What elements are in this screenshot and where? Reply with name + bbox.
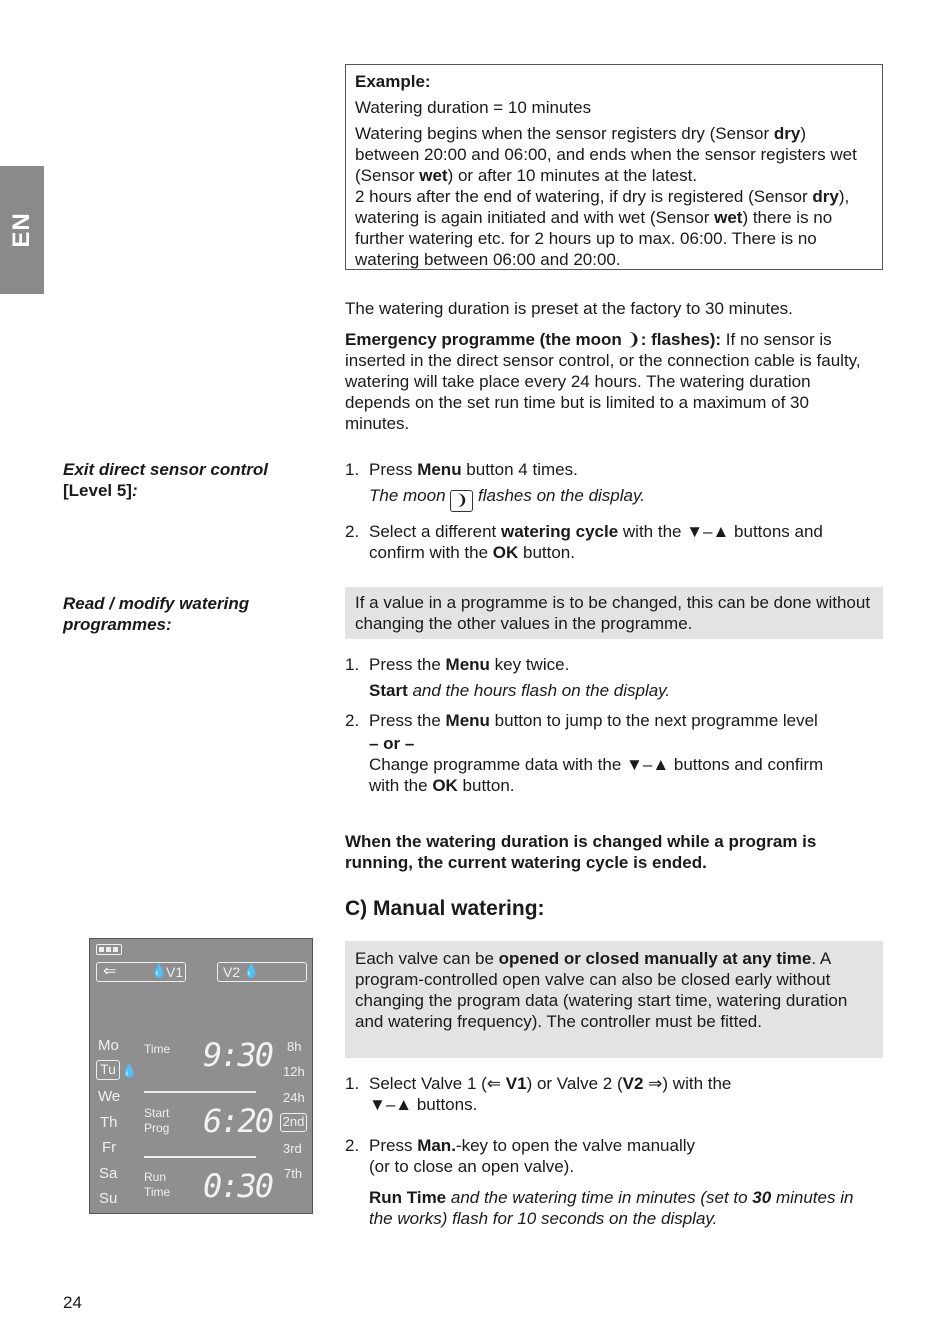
time-label: Time bbox=[144, 1042, 171, 1056]
read-step-1: 1. Press the Menu key twice. Start and the hours flash on the display. bbox=[345, 655, 671, 700]
duration-change-warning: When the watering duration is changed while a program is running, the current watering cycle is ended. bbox=[345, 832, 817, 872]
example-box bbox=[345, 64, 883, 270]
battery-icon bbox=[96, 944, 122, 955]
manual-step-1: 1. Select Valve 1 (⇐ V1) or Valve 2 (V2 ⇒) with the ▼–▲ buttons. bbox=[345, 1074, 732, 1114]
run-time-label: Time bbox=[144, 1185, 171, 1199]
interval-12h: 12h bbox=[283, 1064, 305, 1079]
interval-3rd: 3rd bbox=[283, 1141, 302, 1156]
interval-2nd: 2nd bbox=[280, 1113, 307, 1132]
drop-icon: 💧 bbox=[121, 1063, 138, 1078]
example-paragraph-1: Watering begins when the sensor registers dry (Sensor dry) between 20:00 and 06:00, and ends when the sensor registers wet (Sensor wet) or after 10 minutes at the latest. bbox=[355, 124, 857, 185]
day-we: We bbox=[98, 1088, 121, 1105]
day-su: Su bbox=[99, 1190, 118, 1207]
day-fr: Fr bbox=[102, 1139, 117, 1156]
manual-note-text: Each valve can be opened or closed manually at any time. A program-controlled open valve can also be closed early without changing the program data (watering start time, watering duration and watering frequency). The controller must be fitted. bbox=[355, 949, 848, 1031]
start-value: 6:20 bbox=[203, 1102, 273, 1140]
run-label: Run bbox=[144, 1170, 167, 1184]
manual-watering-heading: C) Manual watering: bbox=[345, 897, 545, 920]
preset-text: The watering duration is preset at the factory to 30 minutes. bbox=[345, 299, 793, 318]
valve-1-indicator bbox=[96, 962, 186, 982]
interval-8h: 8h bbox=[287, 1039, 302, 1054]
divider bbox=[144, 1156, 256, 1158]
day-mo: Mo bbox=[98, 1037, 119, 1054]
right-arrow-icon: ⇒ bbox=[643, 1074, 663, 1093]
valve-2-indicator bbox=[217, 962, 307, 982]
time-value: 9:30 bbox=[203, 1036, 273, 1074]
read-section-heading: Read / modify watering programmes: bbox=[63, 594, 250, 634]
example-duration: Watering duration = 10 minutes bbox=[355, 98, 592, 117]
exit-step-1: 1. Press Menu button 4 times. The moon ❩ flashes on the display. bbox=[345, 459, 875, 512]
lcd-display bbox=[89, 938, 313, 1214]
read-note-text: If a value in a programme is to be changed, this can be done without changing the other values in the programme. bbox=[355, 593, 871, 633]
drop-icon: 💧 bbox=[243, 963, 260, 978]
manual-note-box bbox=[345, 941, 883, 1058]
example-paragraph-2: 2 hours after the end of watering, if dry is registered (Sensor dry), watering is again initiated and with wet (Sensor wet) there is no further watering etc. for 2 hours up to max. 06:00. There is no watering between 06:00 and 20:00. bbox=[355, 187, 850, 269]
exit-section-heading: Exit direct sensor control [Level 5]: bbox=[63, 460, 268, 500]
left-arrow-icon: ⇐ bbox=[103, 963, 117, 980]
read-note-box bbox=[345, 587, 883, 639]
drop-icon: 💧 bbox=[151, 963, 168, 978]
interval-7th: 7th bbox=[284, 1166, 303, 1181]
day-sa: Sa bbox=[99, 1165, 118, 1182]
divider bbox=[144, 1091, 256, 1093]
prog-label: Prog bbox=[144, 1121, 170, 1135]
read-steps bbox=[345, 654, 875, 796]
moon-icon: ❩ bbox=[450, 490, 473, 512]
valve-1-label: V1 bbox=[166, 964, 184, 980]
emergency-paragraph: Emergency programme (the moon ❩: flashes): If no sensor is inserted in the direct sensor control, or the connection cable is faulty, watering will take place every 24 hours. The watering duration depends on the set run time but is limited to a maximum of 30 minutes. bbox=[345, 330, 861, 433]
moon-icon: ❩ bbox=[626, 330, 641, 349]
interval-24h: 24h bbox=[283, 1090, 305, 1105]
example-heading: Example: bbox=[355, 72, 431, 91]
page-number: 24 bbox=[63, 1293, 82, 1312]
language-tab bbox=[0, 166, 44, 294]
manual-steps bbox=[345, 1073, 875, 1229]
run-value: 0:30 bbox=[203, 1167, 273, 1205]
exit-steps bbox=[345, 459, 875, 563]
read-step-2: 2. Press the Menu button to jump to the next programme level – or – Change programme data with the ▼–▲ buttons and confirm with the OK button. bbox=[345, 711, 824, 795]
valve-2-label: V2 bbox=[223, 964, 241, 980]
language-tab-label: EN bbox=[8, 212, 35, 248]
manual-step-2: 2. Press Man.-key to open the valve manually (or to close an open valve). Run Time and the watering time in minutes (set to 30 minutes in the works) flash for 10 seconds on the display. bbox=[345, 1136, 854, 1228]
day-tu: Tu bbox=[96, 1060, 120, 1080]
left-arrow-icon: ⇐ bbox=[486, 1074, 502, 1093]
day-th: Th bbox=[100, 1114, 118, 1131]
start-label: Start bbox=[144, 1106, 170, 1120]
exit-step-2: 2. Select a different watering cycle with the ▼–▲ buttons and confirm with the OK button. bbox=[345, 522, 823, 562]
